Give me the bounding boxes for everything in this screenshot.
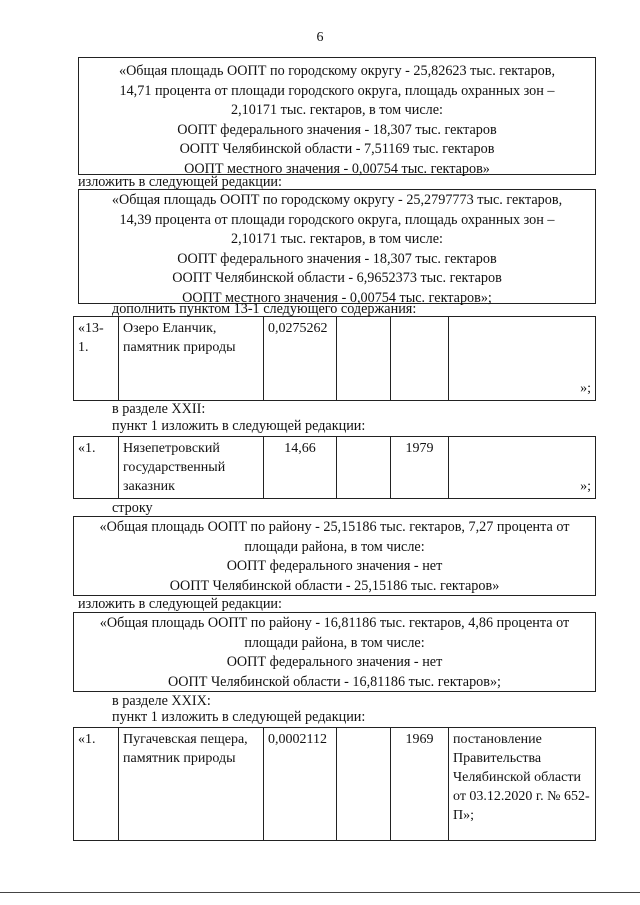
quoted-new-total-district [73, 612, 596, 692]
text-line: ООПТ федерального значения - нет [226, 654, 443, 670]
instruction-text: изложить в следующей редакции: [78, 174, 282, 190]
table-item-1-xxix [73, 727, 596, 841]
quoted-new-total-city [78, 189, 596, 304]
table-row [74, 437, 596, 499]
text-line: ООПТ Челябинской области - 7,51169 тыс. гектаров [179, 141, 495, 157]
page-number: 6 [316, 30, 324, 45]
instruction-text: строку [112, 500, 153, 516]
table-item-1-xxii [73, 436, 596, 499]
cell-area: 0,0275262 [264, 317, 337, 401]
section-heading: в разделе XXII: [112, 401, 206, 417]
cell-doc [449, 437, 596, 499]
text-line: ООПТ федерального значения - нет [226, 558, 443, 574]
text-line: ООПТ Челябинской области - 6,9652373 тыс. гектаров [172, 270, 502, 286]
page-bottom-edge [0, 892, 640, 893]
table-row [74, 317, 596, 401]
text-line: 14,39 процента от площади городского округа, площадь охранных зон – [119, 211, 555, 228]
text-line: 2,10171 тыс. гектаров, в том числе: [230, 102, 443, 118]
cell-doc: постановление Правительства Челябинской области от 03.12.2020 г. № 652-П»; [449, 728, 596, 841]
text-line: «Общая площадь ООПТ по городскому округу - 25,2797773 тыс. гектаров, [111, 192, 563, 208]
text-line: 14,71 процента от площади городского округа, площадь охранных зон – [119, 82, 555, 99]
cell-name: Нязепетровский государственный заказник [119, 437, 264, 499]
text-line: «Общая площадь ООПТ по району - 16,81186 тыс. гектаров, 4,86 процента от [99, 615, 570, 631]
cell-number: «13-1. [74, 317, 119, 401]
quoted-old-total-district [73, 516, 596, 596]
text-line: ООПТ Челябинской области - 25,15186 тыс. гектаров» [169, 577, 500, 594]
text-line: ООПТ Челябинской области - 16,81186 тыс. гектаров»; [168, 673, 501, 690]
cell-empty [337, 728, 391, 841]
table-row [74, 728, 596, 841]
cell-number: «1. [74, 437, 119, 499]
cell-name: Озеро Еланчик, памятник природы [119, 317, 264, 401]
cell-doc [449, 317, 596, 401]
text-line: ООПТ федерального значения - 18,307 тыс. гектаров [177, 121, 497, 138]
instruction-text: пункт 1 изложить в следующей редакции: [112, 418, 366, 434]
instruction-text: пункт 1 изложить в следующей редакции: [112, 709, 366, 725]
table-item-13-1 [73, 316, 596, 401]
text-line: «Общая площадь ООПТ по району - 25,15186 тыс. гектаров, 7,27 процента от [99, 519, 570, 535]
cell-name: Пугачевская пещера, памятник природы [119, 728, 264, 841]
closing-quote: »; [580, 479, 591, 494]
cell-area: 0,0002112 [264, 728, 337, 841]
cell-number: «1. [74, 728, 119, 841]
text-line: ООПТ федерального значения - 18,307 тыс. гектаров [177, 250, 497, 267]
cell-empty [337, 317, 391, 401]
cell-year: 1979 [391, 437, 449, 499]
quoted-old-total-city [78, 57, 596, 175]
closing-quote: »; [580, 381, 591, 396]
cell-area: 14,66 [264, 437, 337, 499]
text-line: «Общая площадь ООПТ по городскому округу - 25,82623 тыс. гектаров, [118, 63, 556, 79]
text-line: площади района, в том числе: [244, 538, 425, 555]
text-line: ООПТ местного значения - 0,00754 тыс. гектаров»; [182, 289, 492, 306]
text-line: ООПТ местного значения - 0,00754 тыс. гектаров» [184, 160, 490, 177]
cell-year: 1969 [391, 728, 449, 841]
section-heading: в разделе XXIX: [112, 693, 211, 709]
text-line: площади района, в том числе: [244, 634, 425, 651]
instruction-text: изложить в следующей редакции: [78, 596, 282, 612]
instruction-text: дополнить пунктом 13-1 следующего содержания: [112, 301, 417, 317]
cell-empty [391, 317, 449, 401]
text-line: 2,10171 тыс. гектаров, в том числе: [230, 231, 443, 247]
cell-empty [337, 437, 391, 499]
